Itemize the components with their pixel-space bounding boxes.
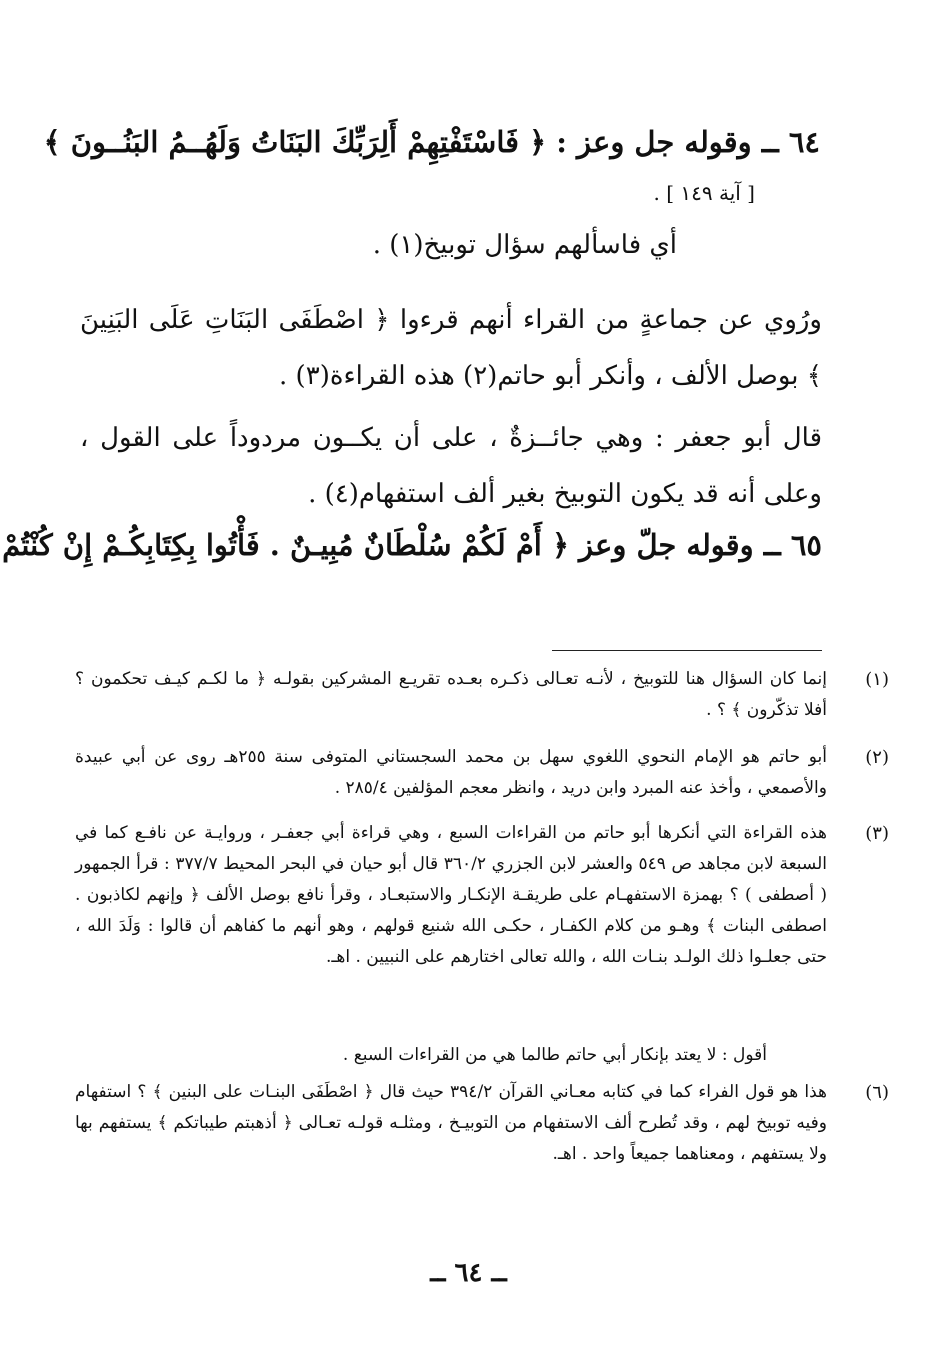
footnote-text: هذا هو قول الفراء كما في كتابه معـاني القرآن ٣٩٤/٢ حيث قال ﴿ اصْطَفَى البنـات على البنين ﴾ ؟ استفهام وفيه توبيخ لهم ، وقد تُطرح ألف الاستفهام من التوبيـخ ، ومثلـه قولـه تعـالى ﴿ أذهبتم طيباتكم ﴾ يستفهم بها ولا يستفهم ، ومعناهما جميعاً واحد . اهـ. [75,1082,827,1164]
footnote-number: (٢) [865,747,889,768]
footnote-text: هذه القراءة التي أنكرها أبو حاتم من القراءات السبع ، وهي قراءة أبي جعفـر ، وروايـة عن نافـع كما في السبعة لابن مجاهد ص ٥٤٩ والعشر لابن الجزري ٣٦٠/٢ قال أبو حيان في البحر المحيط ٣٧٧/٧ : قرأ الجمهور ( أصطفى ) ؟ بهمزة الاستفهـام على طريقـة الإنكـار والاستبعـاد ، وقرأ نافع بوصل الألف ﴿ وإنهم لكاذبون . اصطفى البنات ﴾ وهـو من كلام الكفـار ، حكـى الله شنيع قولهم ، وهو أنهم ما كفاهم أن قالوا : وَلَدَ الله ، حتى جعلـوا ذلك الولـد بنـات الله ، والله تعالى اختارهم على النبيين . اهـ. [75,823,827,967]
footnote-separator [552,650,822,651]
footnote-text: أبو حاتم هو الإمام النحوي اللغوي سهل بن محمد السجستاني المتوفى سنة ٢٥٥هـ روى عن أبي عبيدة والأصمعي ، وأخذ عنه المبرد وابن دريد ، وانظر معجم المؤلفين ٢٨٥/٤ . [75,747,828,798]
verse-64-reference: [ آية ١٤٩ ] . [653,181,755,205]
page-number: ــ ٦٤ ــ [430,1258,507,1288]
footnote-number: (١) [865,669,889,690]
footnote-number: (٣) [865,823,889,844]
paragraph-explanation: أي فاسألهم سؤال توبيخ(١) . [372,230,677,260]
verse-64-heading: ٦٤ ــ وقوله جل وعز : ﴿ فَاسْتَفْتِهِمْ أَلِرَبِّكَ البَنَاتُ وَلَهُــمُ البَنُــونَ ﴾ [43,125,820,159]
footnote [75,742,889,804]
paragraph-variant-reading: ورُوي عن جماعةٍ من القراء أنهم قرءوا ﴿ اصْطَفَى البَنَاتِ عَلَى البَنِينَ ﴾ بوصل الألف ، وأنكر أبو حاتم(٢) هذه القراءة(٣) . [80,305,822,391]
verse-65-heading: ٦٥ ــ وقوله جلّ وعز ﴿ أَمْ لَكُمْ سُلْطَانٌ مُبِيـنٌ . فَأْتُوا بِكِتَابِكُـمْ إِنْ كُنْتُمْ [2,528,822,562]
footnote [75,818,889,973]
footnote-text: إنما كان السؤال هنا للتوبيخ ، لأنـه تعـالى ذكـره بعـده تقريـع المشركين بقولـه ﴿ ما لكـم كيـف تحكمون ؟ أفلا تذكّرون ﴾ ؟ . [75,669,827,720]
footnote-number: (٦) [865,1082,889,1103]
footnote-addendum: أقول : لا يعتد بإنكار أبي حاتم طالما هي من القراءات السبع . [342,1045,767,1065]
footnote [75,1077,889,1170]
paragraph-abu-jafar: قال أبو جعفر : وهي جائــزةٌ ، على أن يكــون مردوداً على القول ، وعلى أنه قد يكون التوبيخ بغير ألف استفهام(٤) . [80,423,822,509]
footnote [75,664,889,726]
